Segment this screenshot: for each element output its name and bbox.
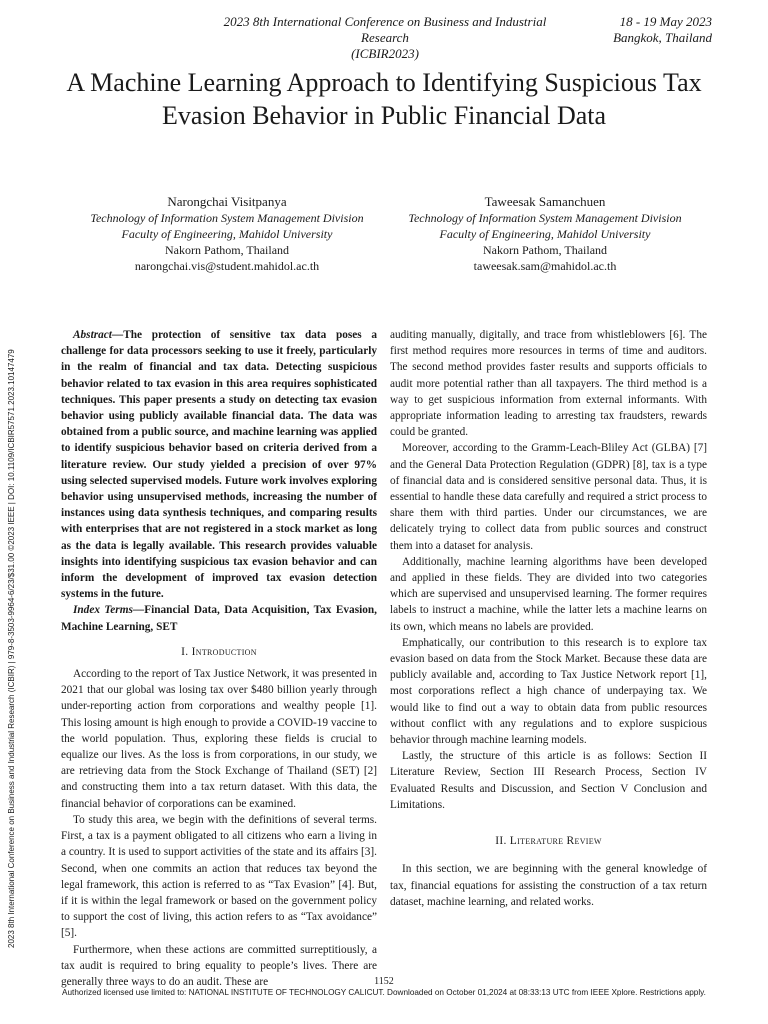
paragraph: auditing manually, digitally, and trace from whistleblowers [6]. The first method requires more resources in terms of time and auditors. The second method provides faster results and supports officials to audit more potential rather than all taxpayers. The third method is a way to get suspicious information from external informants. With appropriate information leading to arresting tax fraudsters, rewards could be granted. [390, 329, 707, 439]
author-division: Technology of Information System Management Division [408, 211, 682, 225]
conference-short: (ICBIR2023) [351, 46, 419, 61]
running-header-dates [613, 14, 712, 46]
index-terms-text: Financial Data, Data Acquisition, Tax Evasion, Machine Learning, SET [61, 604, 377, 633]
author-email[interactable]: taweesak.sam@mahidol.ac.th [473, 259, 617, 273]
paragraph: According to the report of Tax Justice Network, it was presented in 2021 that our global was losing tax over $480 billion yearly through under-reporting action from corporations and wealthy people [1]. This losing amount is high enough to provide a COVID-19 vaccine to the world population. Thus, exploring these fields is crucial to equalize our lives. As the loss is from corporations, in our study, we are retrieving data from the Stock Exchange of Thailand (SET) [2] and constructing them into a tax return dataset. With this data, the financial behavior of corporations can be examined. [61, 668, 377, 810]
author-block-2 [385, 194, 705, 274]
abstract-label: Abstract— [73, 329, 124, 341]
paragraph: To study this area, we begin with the definitions of several terms. First, a tax is a payment obligated to all citizens who earn a living in a country. It is used to support activities of the state and its affairs [3]. Second, when one commits an action that reduces tax beyond the legal framework, this action is referred to as “Tax Evasion” [4]. But, if it is within the legal framework or based on the government policy to support the cost of living, this action refers to as “Tax avoidance” [5]. [61, 813, 377, 940]
author-city: Nakorn Pathom, Thailand [482, 243, 608, 257]
page-number: 1152 [374, 976, 394, 987]
paragraph: Emphatically, our contribution to this research is to explore tax evasion based on data from the Stock Market. Because these data are publicly available and, according to Tax Justice Network report [1], most corporations reflect a high chance of underpaying tax. We would like to find out a way to obtain data from public resources without conflict with any regulations and to explore suspicious behavior through machine learning models. [390, 636, 707, 747]
license-notice: Authorized licensed use limited to: NATIONAL INSTITUTE OF TECHNOLOGY CALICUT. Downloaded on October 01,2024 at 08:33:13 UTC from IEEE Xplore. Restrictions apply. [62, 988, 706, 997]
paragraph: Additionally, machine learning algorithms have been developed and applied in these fields. They are divided into two categories which are supervised and unsupervised learning. The former requires labels to instruct a machine, while the latter lets a machine learns on its own, which means no labels are provided. [390, 555, 707, 633]
author-email[interactable]: narongchai.vis@student.mahidol.ac.th [134, 259, 320, 273]
paragraph: In this section, we are beginning with the general knowledge of tax, financial equations for assisting the construction of a tax return dataset, machine learning, and related works. [390, 863, 707, 908]
paragraph: Moreover, according to the Gramm-Leach-Bliley Act (GLBA) [7] and the General Data Protection Regulation (GDPR) [8], tax is a type of financial data and is considered sensitive personal data. Thus, it is essential to handle these data carefully and required a strict process to share them with third parties. Under our circumstances, we are delicately trying to collect data from public sources and construct them into a dataset for analysis. [390, 442, 707, 552]
paragraph: Furthermore, when these actions are committed surreptitiously, a tax audit is required to bring equality to people’s lives. There are generally three ways to do an audit. These are [61, 943, 377, 988]
author-name: Taweesak Samanchuen [484, 194, 606, 209]
conference-name: 2023 8th International Conference on Business and Industrial Research [223, 14, 547, 45]
index-terms [61, 602, 377, 634]
author-faculty: Faculty of Engineering, Mahidol University [121, 227, 333, 241]
right-column [390, 327, 707, 910]
author-name: Narongchai Visitpanya [167, 194, 287, 209]
running-header-conference [200, 14, 570, 62]
author-city: Nakorn Pathom, Thailand [164, 243, 290, 257]
left-column [61, 327, 377, 990]
conference-location: Bangkok, Thailand [613, 30, 712, 45]
abstract [61, 327, 377, 602]
conference-dates: 18 - 19 May 2023 [619, 14, 712, 29]
side-doi-note: 2023 8th International Conference on Business and Industrial Research (ICBIR) | 979-8-3503-9964-6/23/$31.00 ©2023 IEEE | DOI: 10.1109/ICBIR57571.2023.10147479 [7, 349, 16, 948]
section-heading-introduction: I. Introduction [181, 645, 257, 658]
index-terms-label: Index Terms— [73, 604, 145, 617]
paper-title: A Machine Learning Approach to Identifying Suspicious Tax Evasion Behavior in Public Financial Data [66, 68, 702, 130]
author-faculty: Faculty of Engineering, Mahidol University [439, 227, 651, 241]
author-division: Technology of Information System Management Division [90, 211, 364, 225]
paragraph: Lastly, the structure of this article is as follows: Section II Literature Review, Section III Research Process, Section IV Evaluated Results and Discussion, and Section V Conclusion and Limitations. [390, 750, 707, 811]
section-heading-literature-review: II. Literature Review [495, 835, 602, 848]
author-block-1 [72, 194, 382, 274]
abstract-text: The protection of sensitive tax data poses a challenge for data processors seeking to use it freely, particularly in the realm of financial and tax data. Detecting suspicious behavior related to tax evasion in this area requires sophisticated techniques. This paper presents a study on detecting tax evasion behavior using publicly available financial data. The data was obtained from a public source, and machine learning was applied to identify suspicious behavior based on criteria derived from a literature review. Our study yielded a precision of over 97% using selected supervised models. Future work involves exploring behavior using unsupervised methods, increasing the number of instances using data synthesis techniques, and comparing results with enterprises that are not registered in a stock market as long as the data is legally available. This research provides valuable insights into identifying suspicious tax evasion behavior and can inform the development of improved tax evasion detection systems in the future. [61, 329, 377, 601]
